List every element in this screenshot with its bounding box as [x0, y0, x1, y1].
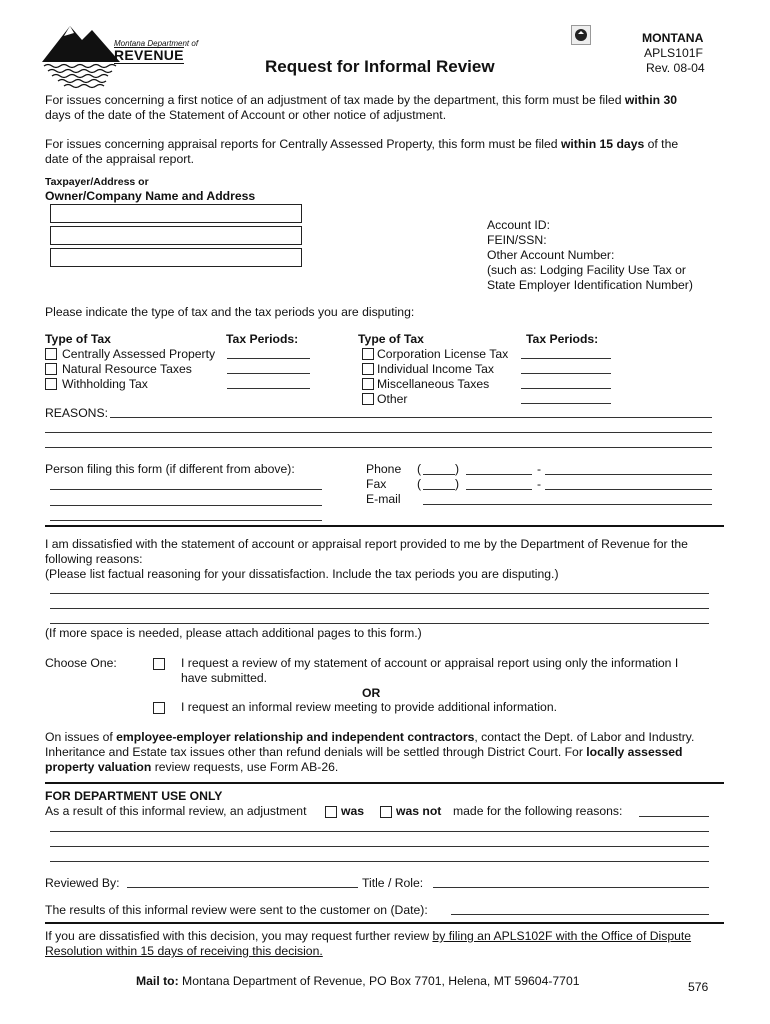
account-id-label: Account ID: [487, 218, 550, 232]
withholding-period-line[interactable] [227, 388, 310, 389]
adjustment-was-not-label: was not [396, 804, 442, 818]
phone-area-code-line[interactable] [423, 474, 455, 475]
results-sent-date-line[interactable] [451, 914, 709, 915]
dept-reasons-line-4[interactable] [50, 861, 709, 862]
taxpayer-label-main: Owner/Company Name and Address [45, 189, 256, 203]
withholding-label: Withholding Tax [62, 377, 148, 391]
miscellaneous-label: Miscellaneous Taxes [377, 377, 490, 391]
natural-resource-period-line[interactable] [227, 373, 310, 374]
tax-type-instruction: Please indicate the type of tax and the tax periods you are disputing: [45, 305, 415, 319]
miscellaneous-checkbox[interactable] [362, 378, 374, 390]
mail-to-label: Mail to: [136, 974, 179, 988]
dept-use-result-text: As a result of this informal review, an adjustment [45, 804, 307, 818]
taxpayer-address-field-1[interactable] [50, 226, 302, 245]
fax-area-code-line[interactable] [423, 489, 455, 490]
fax-prefix-line[interactable] [466, 489, 532, 490]
other-tax-period-line[interactable] [521, 403, 611, 404]
fax-paren-open: ( [417, 477, 422, 491]
review-meeting-label: I request an informal review meeting to provide additional information. [181, 700, 557, 714]
person-filing-line-2[interactable] [50, 505, 322, 506]
natural-resource-checkbox[interactable] [45, 363, 57, 375]
person-filing-line-1[interactable] [50, 489, 322, 490]
phone-paren-open: ( [417, 462, 422, 476]
form-code: APLS101F [644, 46, 703, 60]
reasons-line-3[interactable] [45, 447, 712, 448]
title-role-label: Title / Role: [362, 876, 424, 890]
other-tax-label: Other [377, 392, 408, 406]
reasons-label: REASONS: [45, 406, 108, 420]
dept-reasons-line-3[interactable] [50, 846, 709, 847]
further-review-paragraph: If you are dissatisfied with this decision, you may request further review by filing an APLS102F with the Office of Dispute Resolution within 15 days of receiving this decision. [45, 929, 692, 958]
phone-number-line[interactable] [545, 474, 712, 475]
phone-prefix-line[interactable] [466, 474, 532, 475]
taxpayer-address-field-2[interactable] [50, 248, 302, 267]
centrally-assessed-label: Centrally Assessed Property [62, 347, 216, 361]
tax-periods-header-left: Tax Periods: [226, 332, 299, 346]
taxpayer-name-field[interactable] [50, 204, 302, 223]
recycle-icon [571, 25, 591, 45]
title-role-line[interactable] [433, 887, 709, 888]
email-label: E-mail [366, 492, 401, 506]
taxpayer-label-small: Taxpayer/Address or [45, 176, 149, 188]
other-account-label: Other Account Number: [487, 248, 615, 262]
such-as-line-1: (such as: Lodging Facility Use Tax or [487, 263, 686, 277]
mail-to-line [136, 974, 580, 989]
section-divider-2 [45, 782, 724, 784]
mail-to-address: Montana Department of Revenue, PO Box 7701, Helena, MT 59604-7701 [182, 974, 580, 988]
person-filing-label: Person filing this form (if different from above): [45, 462, 295, 476]
page-title: Request for Informal Review [265, 57, 495, 76]
form-revision: Rev. 08-04 [646, 61, 705, 75]
centrally-assessed-checkbox[interactable] [45, 348, 57, 360]
email-line[interactable] [423, 504, 712, 505]
logo-line1: Montana Department of [114, 39, 199, 48]
adjustment-was-label: was [341, 804, 365, 818]
dept-reasons-line-2[interactable] [50, 831, 709, 832]
type-of-tax-header-left: Type of Tax [45, 332, 111, 346]
corporation-license-label: Corporation License Tax [377, 347, 509, 361]
type-of-tax-header-right: Type of Tax [358, 332, 424, 346]
adjustment-was-not-checkbox[interactable] [380, 806, 392, 818]
reviewed-by-label: Reviewed By: [45, 876, 120, 890]
intro-paragraph-1: For issues concerning a first notice of an adjustment of tax made by the department, this form must be filed within 30 days of the date of the Statement of Account or other notice of adjustment. [45, 93, 678, 122]
intro-paragraph-2: For issues concerning appraisal reports for Centrally Assessed Property, this form must be filed within 15 days of the date of the appraisal report. [45, 137, 679, 166]
logo-line2: REVENUE [114, 47, 184, 63]
dissatisfied-paragraph: I am dissatisfied with the statement of account or appraisal report provided to me by the Department of Revenue for the following reasons: (Please list factual reasoning for your dissatisfaction. Include the tax periods you are disputing.) [45, 537, 688, 581]
corporation-license-period-line[interactable] [521, 358, 611, 359]
phone-label: Phone [366, 462, 402, 476]
phone-dash: - [537, 462, 542, 476]
individual-income-label: Individual Income Tax [377, 362, 494, 376]
review-submitted-info-checkbox[interactable] [153, 658, 165, 670]
review-meeting-checkbox[interactable] [153, 702, 165, 714]
page-code: 576 [688, 980, 709, 994]
reasons-line-1[interactable] [110, 417, 712, 418]
fein-ssn-label: FEIN/SSN: [487, 233, 547, 247]
tax-periods-header-right: Tax Periods: [526, 332, 599, 346]
section-divider-3 [45, 922, 724, 924]
review-submitted-info-label: I request a review of my statement of account or appraisal report using only the information I have submitted. [181, 656, 679, 685]
choose-one-label: Choose One: [45, 656, 117, 670]
withholding-checkbox[interactable] [45, 378, 57, 390]
dept-use-result-text-2: made for the following reasons: [453, 804, 623, 818]
dept-reasons-line-1[interactable] [639, 816, 709, 817]
section-divider-1 [45, 525, 724, 527]
adjustment-was-checkbox[interactable] [325, 806, 337, 818]
fax-dash: - [537, 477, 542, 491]
dept-use-heading: FOR DEPARTMENT USE ONLY [45, 789, 223, 803]
dissatisfied-line-1[interactable] [50, 593, 709, 594]
fax-label: Fax [366, 477, 387, 491]
reasons-line-2[interactable] [45, 432, 712, 433]
corporation-license-checkbox[interactable] [362, 348, 374, 360]
individual-income-checkbox[interactable] [362, 363, 374, 375]
phone-paren-close: ) [455, 462, 460, 476]
state-label: MONTANA [642, 31, 704, 45]
dissatisfied-line-3[interactable] [50, 623, 709, 624]
dissatisfied-line-2[interactable] [50, 608, 709, 609]
fax-paren-close: ) [455, 477, 460, 491]
miscellaneous-period-line[interactable] [521, 388, 611, 389]
such-as-line-2: State Employer Identification Number) [487, 278, 693, 292]
other-tax-checkbox[interactable] [362, 393, 374, 405]
person-filing-line-3[interactable] [50, 520, 322, 521]
results-sent-label: The results of this informal review were sent to the customer on (Date): [45, 903, 428, 917]
natural-resource-label: Natural Resource Taxes [62, 362, 192, 376]
issues-paragraph: On issues of employee-employer relationship and independent contractors, contact the Dept. of Labor and Industry. Inheritance and Estate tax issues other than refund denials will be settled through District Court. For locally assessed property valuation review requests, use Form AB-26. [45, 730, 695, 774]
fax-number-line[interactable] [545, 489, 712, 490]
or-label: OR [362, 686, 381, 700]
department-logo [40, 20, 199, 90]
centrally-assessed-period-line[interactable] [227, 358, 310, 359]
reviewed-by-line[interactable] [127, 887, 358, 888]
more-space-note: (If more space is needed, please attach additional pages to this form.) [45, 626, 422, 640]
individual-income-period-line[interactable] [521, 373, 611, 374]
